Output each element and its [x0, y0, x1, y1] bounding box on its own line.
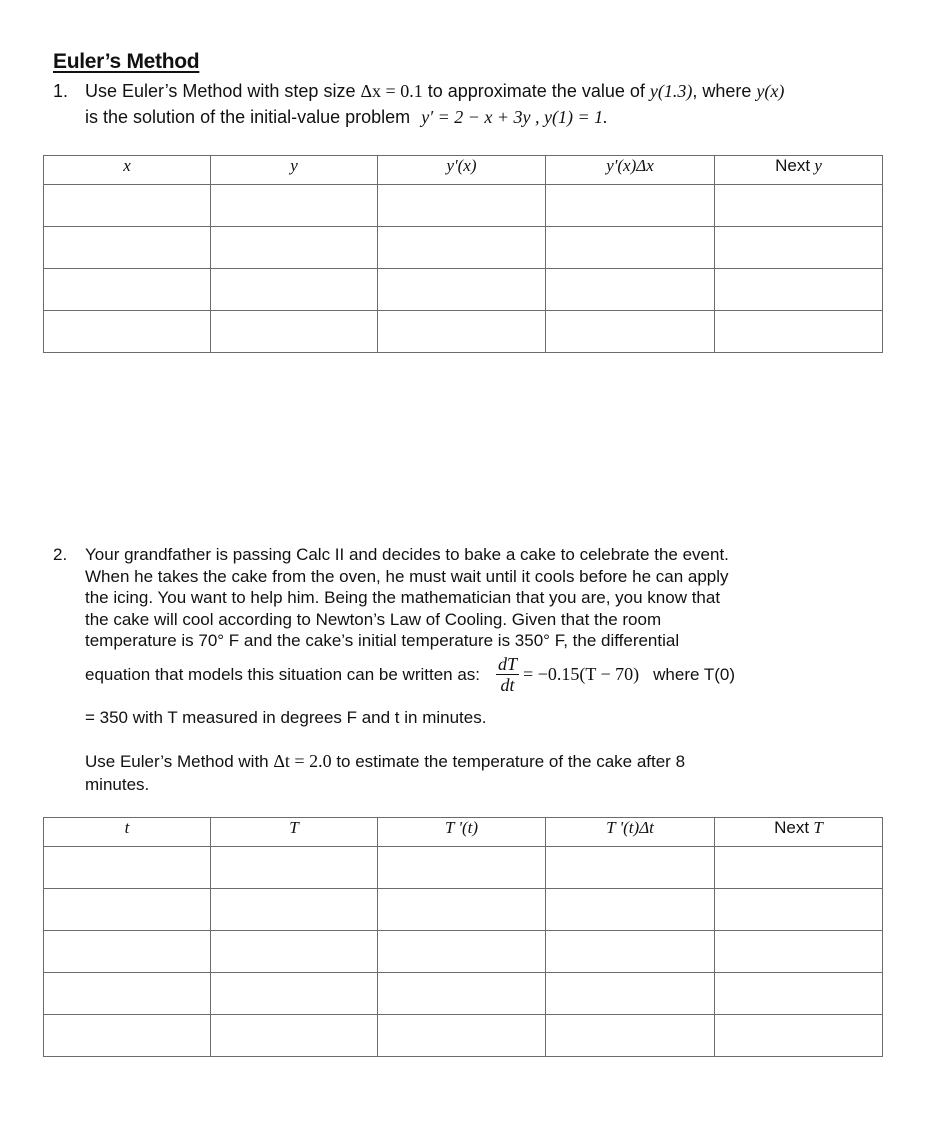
table-cell[interactable] [546, 847, 715, 889]
table-row [44, 1015, 883, 1057]
table-cell[interactable] [211, 931, 378, 973]
task-line-2: minutes. [85, 775, 150, 794]
ivp-expression: y′ = 2 − x + 3y , y(1) = 1. [421, 107, 608, 127]
table-row [44, 311, 883, 353]
table-row [44, 185, 883, 227]
table-row [44, 847, 883, 889]
table-cell[interactable] [715, 269, 883, 311]
fraction-denominator: dt [500, 675, 515, 695]
euler-table-1 [43, 155, 883, 353]
equation-rhs: = −0.15(T − 70) [523, 663, 640, 684]
column-header-T-prime: T '(t) [378, 818, 546, 847]
table-2-header-row [44, 818, 883, 847]
problem-2-number: 2. [53, 545, 68, 564]
table-cell[interactable] [211, 1015, 378, 1057]
column-header-x: x [44, 156, 211, 185]
problem-1-text-a: Use Euler’s Method with step size [85, 81, 356, 101]
problem-2-line: the icing. You want to help him. Being the mathematician that you are, you know that [85, 588, 721, 607]
equation-line-2: = 350 with T measured in degrees F and t in minutes. [85, 708, 487, 727]
table-cell[interactable] [546, 889, 715, 931]
table-cell[interactable] [378, 973, 546, 1015]
problem-1-number: 1. [53, 81, 69, 101]
equation-suffix: where T(0) [653, 664, 736, 684]
table-row [44, 227, 883, 269]
table-cell[interactable] [211, 847, 378, 889]
table-cell[interactable] [378, 889, 546, 931]
column-header-y-prime-dx: y'(x)Δx [546, 156, 715, 185]
table-cell[interactable] [378, 227, 546, 269]
table-cell[interactable] [546, 269, 715, 311]
column-header-y: y [211, 156, 378, 185]
column-header-y-prime: y'(x) [378, 156, 546, 185]
table-cell[interactable] [44, 227, 211, 269]
task-text-a: Use Euler’s Method with [85, 752, 269, 771]
table-cell[interactable] [44, 1015, 211, 1057]
table-cell[interactable] [211, 889, 378, 931]
table-cell[interactable] [715, 931, 883, 973]
table-row [44, 931, 883, 973]
problem-2-line: Your grandfather is passing Calc II and decides to bake a cake to celebrate the event. [85, 545, 729, 564]
table-cell[interactable] [546, 185, 715, 227]
table-cell[interactable] [378, 269, 546, 311]
table-cell[interactable] [211, 185, 378, 227]
table-cell[interactable] [378, 931, 546, 973]
table-1-header-row [44, 156, 883, 185]
target-expression: y(1.3) [649, 81, 693, 101]
next-label: Next [774, 818, 810, 837]
column-header-next-y [715, 156, 883, 185]
problem-1-text-c: , where [692, 81, 752, 101]
table-cell[interactable] [546, 227, 715, 269]
table-cell[interactable] [378, 185, 546, 227]
table-cell[interactable] [44, 889, 211, 931]
table-cell[interactable] [44, 311, 211, 353]
fraction-numerator: dT [498, 654, 518, 674]
table-cell[interactable] [715, 311, 883, 353]
table-cell[interactable] [546, 1015, 715, 1057]
table-cell[interactable] [715, 889, 883, 931]
column-header-T-prime-dt: T '(t)Δt [546, 818, 715, 847]
table-cell[interactable] [44, 269, 211, 311]
table-cell[interactable] [211, 269, 378, 311]
next-variable: T [813, 818, 823, 837]
problem-2-line: temperature is 70° F and the cake’s initial temperature is 350° F, the differential [85, 631, 680, 650]
problem-1-line-2 [85, 104, 608, 130]
column-header-next-T [715, 818, 883, 847]
table-row [44, 973, 883, 1015]
euler-table-2 [43, 817, 883, 1057]
table-cell[interactable] [211, 973, 378, 1015]
column-header-T: T [211, 818, 378, 847]
yx-expression: y(x) [756, 81, 785, 101]
problem-1-text-b: to approximate the value of [427, 81, 645, 101]
next-variable: y [814, 156, 822, 175]
table-cell[interactable] [715, 185, 883, 227]
table-cell[interactable] [715, 847, 883, 889]
step-size-expression: Δx = 0.1 [360, 81, 423, 101]
time-step-expression: Δt = 2.0 [273, 751, 332, 771]
table-row [44, 269, 883, 311]
dT-dt-fraction [496, 654, 519, 695]
table-cell[interactable] [715, 1015, 883, 1057]
table-cell[interactable] [44, 185, 211, 227]
table-cell[interactable] [211, 227, 378, 269]
table-cell[interactable] [44, 973, 211, 1015]
equation-prefix: equation that models this situation can be written as: [85, 664, 481, 684]
table-cell[interactable] [546, 931, 715, 973]
table-cell[interactable] [211, 311, 378, 353]
table-cell[interactable] [378, 311, 546, 353]
table-cell[interactable] [715, 973, 883, 1015]
table-cell[interactable] [715, 227, 883, 269]
table-row [44, 889, 883, 931]
next-label: Next [775, 156, 811, 175]
table-cell[interactable] [44, 847, 211, 889]
problem-1-line-1 [85, 78, 784, 104]
column-header-t: t [44, 818, 211, 847]
task-text-b: to estimate the temperature of the cake after 8 [336, 752, 686, 771]
differential-equation-line [85, 654, 735, 695]
problem-2-paragraph [85, 544, 729, 652]
problem-2-line: the cake will cool according to Newton’s Law of Cooling. Given that the room [85, 609, 662, 629]
table-cell[interactable] [546, 973, 715, 1015]
table-cell[interactable] [378, 847, 546, 889]
task-line-1 [85, 751, 685, 773]
problem-2-line: When he takes the cake from the oven, he must wait until it cools before he can apply [85, 566, 729, 586]
table-cell[interactable] [44, 931, 211, 973]
table-cell[interactable] [378, 1015, 546, 1057]
page-title: Euler’s Method [53, 50, 200, 73]
problem-1-text-d: is the solution of the initial-value problem [85, 107, 411, 127]
table-cell[interactable] [546, 311, 715, 353]
